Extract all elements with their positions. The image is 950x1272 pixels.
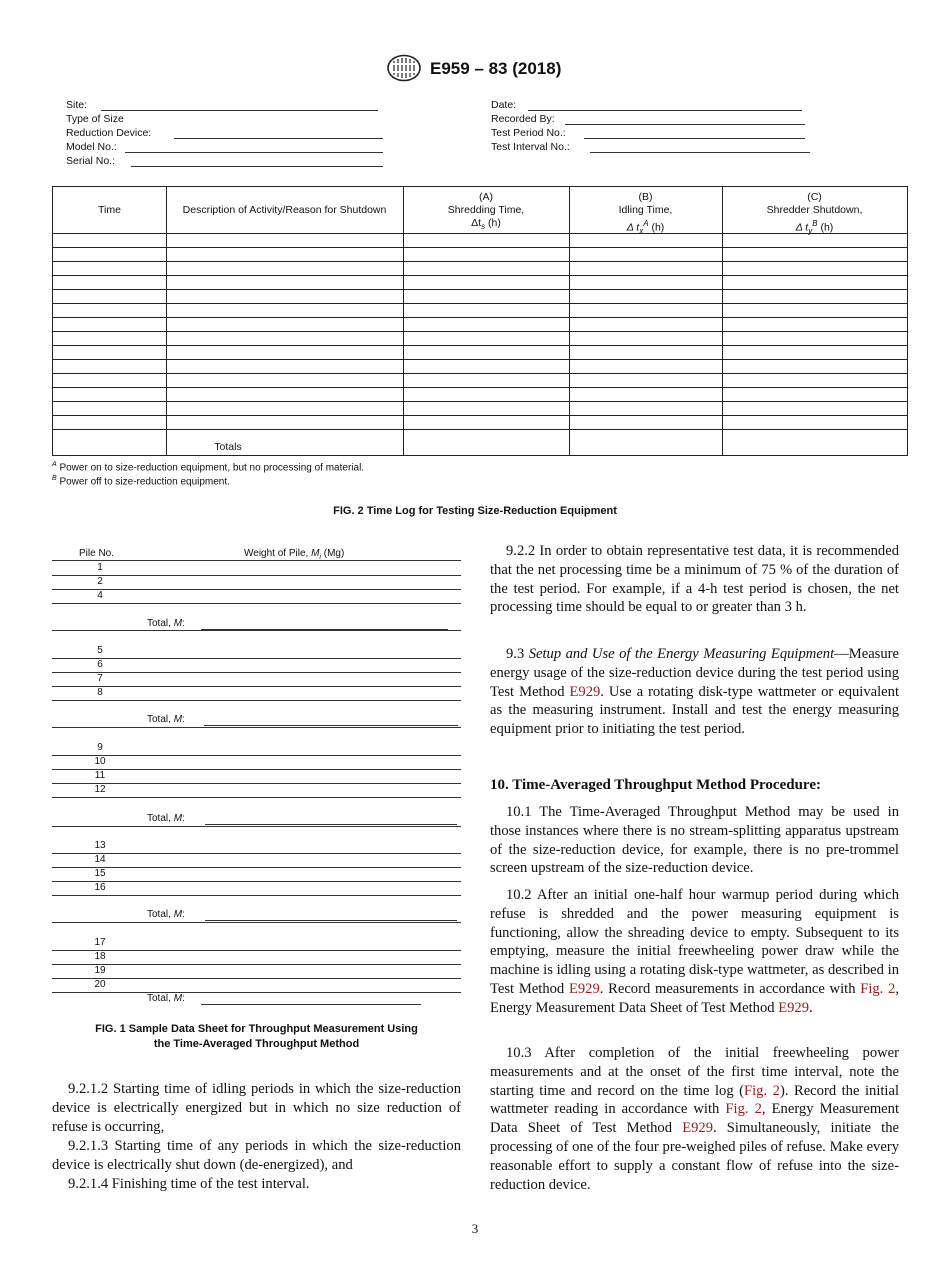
- astm-logo-icon: [386, 54, 422, 82]
- total-m-field[interactable]: [201, 1004, 421, 1005]
- para-10-3: 10.3 After completion of the initial freewheeling power measurements and at the onset of the first time interval, note the starting time and record on the time log (Fig. 2). Record the initial wattmeter reading in accordance with Fig. 2, Energy Measurement Data Sheet of Test Method E929. Simultaneously, initiate the processing of one of the four pre-weighed piles of refuse. Make every reasonable effort to supply a constant flow of refuse into the size-reduction device.: [490, 1045, 900, 1193]
- time-log-row[interactable]: [53, 373, 907, 374]
- row-rule: [52, 797, 461, 798]
- time-log-row[interactable]: [53, 289, 907, 290]
- pile-number: 8: [97, 687, 103, 698]
- row-rule: [52, 826, 461, 827]
- pile-number: 16: [94, 882, 106, 893]
- e929-link[interactable]: E929: [568, 980, 600, 997]
- para-9-3: 9.3 Setup and Use of the Energy Measuring Equipment—Measure energy usage of the size-reduction device during the test period using Test Method E929. Use a rotating disk-type wattmeter or equivalent as the measuring instrument. Install and test the energy measuring equipment prior to initiating the test period.: [490, 646, 899, 738]
- test-interval-field[interactable]: [590, 152, 810, 153]
- time-log-row[interactable]: [53, 359, 907, 360]
- total-m-field[interactable]: [205, 824, 457, 825]
- document-designation: E959 – 83 (2018): [430, 59, 562, 78]
- row-rule: [52, 700, 461, 701]
- pile-number: 20: [94, 979, 106, 990]
- total-m-label: Total, M:: [147, 618, 185, 629]
- time-log-row[interactable]: [53, 303, 907, 304]
- row-rule: [52, 922, 461, 923]
- pile-number: 1: [97, 562, 103, 573]
- model-no-field[interactable]: [125, 152, 383, 153]
- time-log-row[interactable]: [53, 387, 907, 388]
- time-log-row[interactable]: [53, 233, 907, 234]
- fig2-caption: FIG. 2 Time Log for Testing Size-Reduction Equipment: [333, 505, 617, 517]
- time-log-row[interactable]: [53, 317, 907, 318]
- time-log-row[interactable]: [53, 247, 907, 248]
- e929-link[interactable]: E929: [778, 999, 810, 1016]
- pile-number: 17: [94, 937, 106, 948]
- pile-number: 5: [97, 645, 103, 656]
- reduction-device-label: Reduction Device:: [66, 127, 152, 139]
- test-period-label: Test Period No.:: [491, 127, 566, 139]
- row-rule: [52, 560, 461, 561]
- reduction-device-field[interactable]: [174, 138, 383, 139]
- pile-number: 13: [94, 840, 106, 851]
- para-9-2-1-3: 9.2.1.3 Starting time of any periods in which the size-reduction device is electrically shut down (de-energized), and: [52, 1138, 461, 1173]
- row-rule: [52, 727, 461, 728]
- pile-number: 6: [97, 659, 103, 670]
- row-rule: [52, 603, 461, 604]
- time-log-row[interactable]: [53, 331, 907, 332]
- page-number: 3: [471, 1221, 479, 1236]
- test-period-field[interactable]: [584, 138, 805, 139]
- time-log-row[interactable]: [53, 261, 907, 262]
- para-10-2: 10.2 After an initial one-half hour warmup period during which refuse is shredded and the power measuring equipment is functioning, allow the shreading device to empty. Subsequent to its emptying, measure the initial freewheeling power draw while the machine is idling using a rotating disk-type wattmeter, as described in Test Method E929. Record measurements in accordance with Fig. 2, Energy Measurement Data Sheet of Test Method E929.: [490, 887, 900, 1016]
- col-time-header: Time: [98, 204, 121, 216]
- site-field[interactable]: [101, 110, 378, 111]
- pile-number: 10: [94, 756, 106, 767]
- col-shredding-header: (A) Shredding Time, $\Delta t_s$ (h): [447, 191, 525, 232]
- fig2-link[interactable]: Fig. 2: [744, 1082, 780, 1099]
- time-log-row[interactable]: [53, 345, 907, 346]
- col-description-header: Description of Activity/Reason for Shutdown: [182, 204, 387, 216]
- time-log-row[interactable]: [53, 429, 907, 430]
- site-label: Site:: [66, 99, 88, 111]
- col-shutdown-header: (C) Shredder Shutdown, Δ $t_y^B$ (h): [766, 191, 863, 236]
- para-9-2-1-4: 9.2.1.4 Finishing time of the test interval.: [68, 1176, 310, 1192]
- time-log-table: [52, 186, 908, 456]
- serial-no-label: Serial No.:: [66, 155, 116, 167]
- pile-no-header: Pile No.: [79, 548, 115, 559]
- footnote-b: $^B$ Power off to size-reduction equipment.: [52, 475, 230, 488]
- total-m-label: Total, M:: [147, 714, 185, 725]
- row-rule: [52, 630, 461, 631]
- pile-number: 14: [94, 854, 106, 865]
- col-idling-header: (B) Idling Time, Δ $t_x^A$ (h): [618, 191, 673, 236]
- total-m-label: Total, M:: [147, 993, 185, 1004]
- pile-number: 11: [94, 770, 106, 781]
- pile-number: 19: [94, 965, 106, 976]
- time-log-row[interactable]: [53, 275, 907, 276]
- row-rule: [52, 895, 461, 896]
- time-log-row[interactable]: [53, 401, 907, 402]
- model-no-label: Model No.:: [66, 141, 117, 153]
- type-of-size-label: Type of Size: [66, 113, 124, 125]
- row-rule: [52, 992, 461, 993]
- pile-number: 9: [97, 742, 103, 753]
- pile-number: 12: [94, 784, 106, 795]
- e929-link[interactable]: E929: [682, 1120, 713, 1137]
- section-10-heading: 10. Time-Averaged Throughput Method Procedure:: [490, 777, 821, 793]
- serial-no-field[interactable]: [131, 166, 383, 167]
- total-m-field[interactable]: [205, 920, 457, 921]
- pile-number: 4: [97, 590, 103, 601]
- e929-link[interactable]: E929: [569, 683, 601, 700]
- totals-label: Totals: [214, 441, 242, 453]
- pile-number: 7: [97, 673, 103, 684]
- fig1-caption: FIG. 1 Sample Data Sheet for Throughput Measurement Using the Time-Averaged Throughput Method: [95, 1023, 418, 1050]
- recorded-by-label: Recorded By:: [491, 113, 555, 125]
- pile-number: 2: [97, 576, 103, 587]
- weight-header: Weight of Pile, $M_i$ (Mg): [244, 548, 345, 561]
- para-9-2-1-2: 9.2.1.2 Starting time of idling periods in which the size-reduction device is electrically energized but in which no size reduction of refuse is occurring,: [52, 1081, 461, 1135]
- fig2-link[interactable]: Fig. 2: [725, 1101, 762, 1118]
- test-interval-label: Test Interval No.:: [491, 141, 570, 153]
- para-10-1: 10.1 The Time-Averaged Throughput Method may be used in those instances where there is no stream-splitting apparatus upstream of the size-reduction device, for example, there is no pre-trommel screen upstream of the size-reduction device.: [490, 804, 899, 877]
- date-field[interactable]: [528, 110, 802, 111]
- fig2-link[interactable]: Fig. 2: [860, 980, 896, 997]
- date-label: Date:: [491, 99, 517, 111]
- pile-number: 15: [94, 868, 106, 879]
- time-log-row[interactable]: [53, 415, 907, 416]
- total-m-label: Total, M:: [147, 909, 185, 920]
- pile-number: 18: [94, 951, 106, 962]
- total-m-field[interactable]: [201, 629, 448, 630]
- footnote-a: $^A$ Power on to size-reduction equipment, but no processing of material.: [52, 461, 365, 474]
- recorded-by-field[interactable]: [565, 124, 805, 125]
- total-m-label: Total, M:: [147, 813, 185, 824]
- para-9-2-2: 9.2.2 In order to obtain representative test data, it is recommended that the net processing time be a minimum of 75 % of the duration of the test period. For example, if a 4-h test period is chosen, the net processing time should be equal to or greater than 3 h.: [490, 543, 899, 616]
- total-m-field[interactable]: [204, 725, 458, 726]
